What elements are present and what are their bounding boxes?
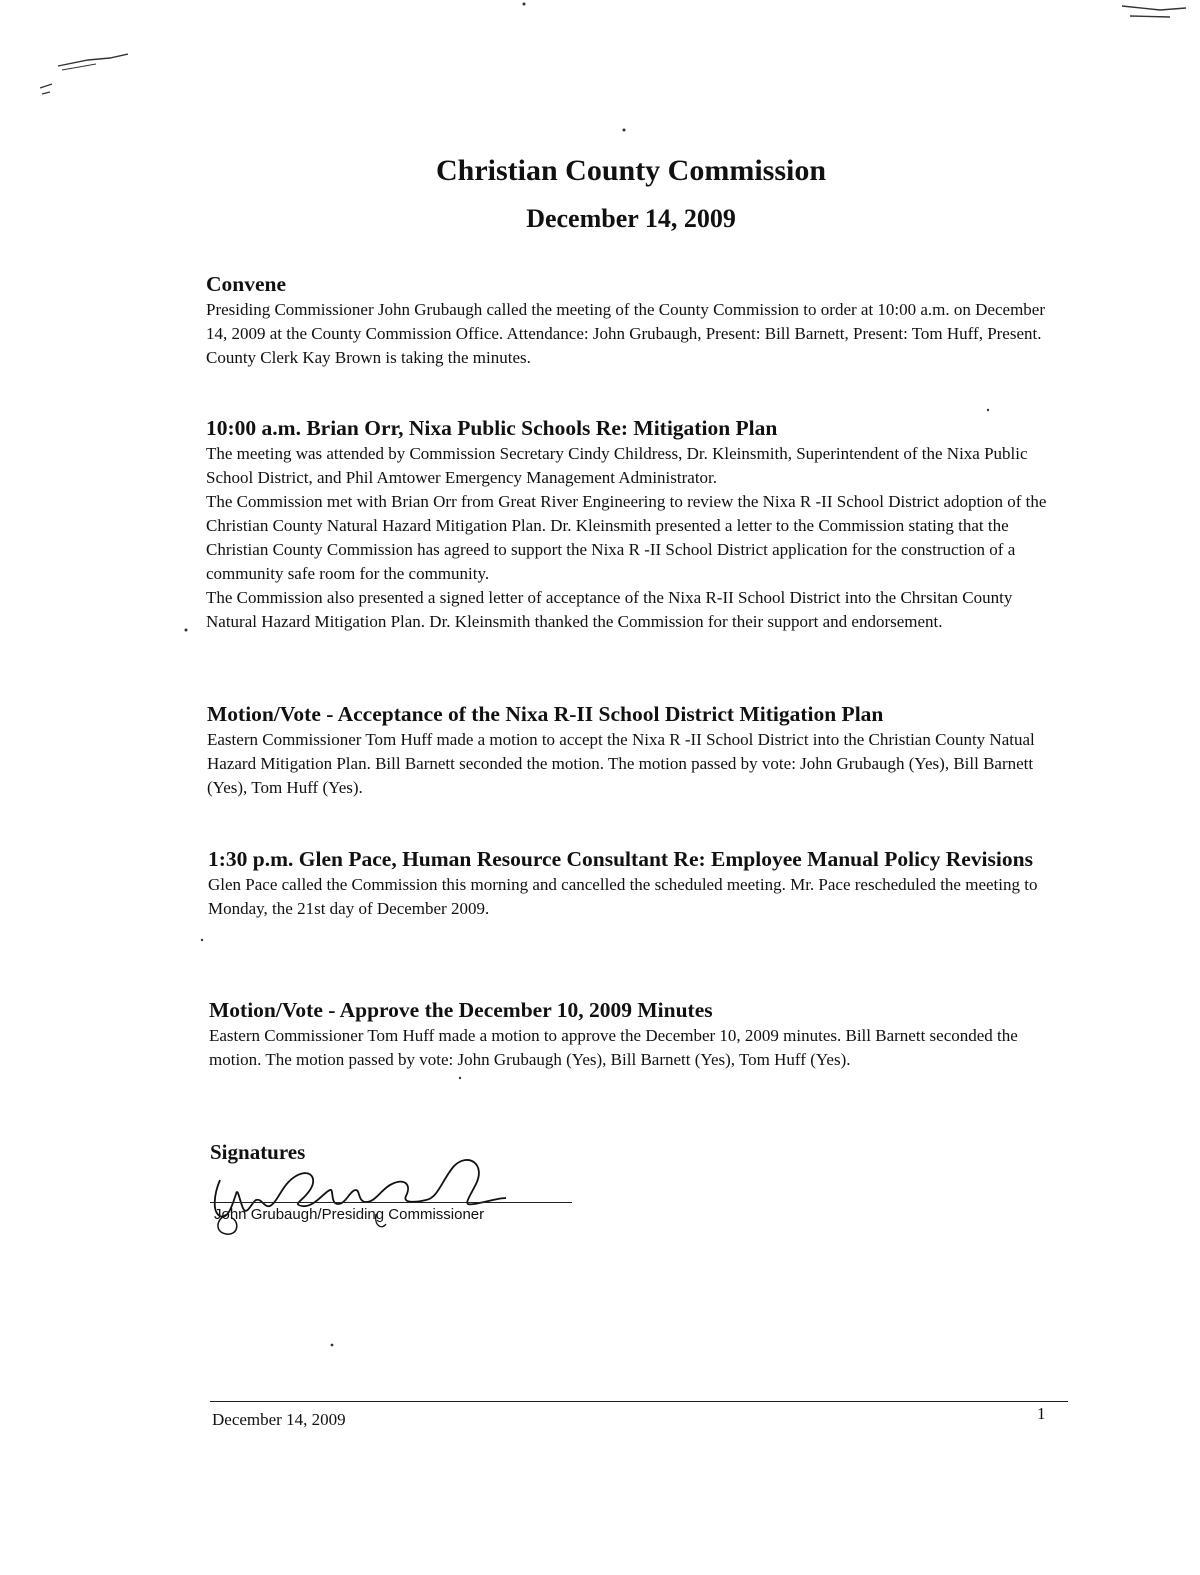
document-date: December 14, 2009 <box>526 204 736 233</box>
section-paragraph: Eastern Commissioner Tom Huff made a motion to approve the December 10, 2009 minutes. Bill Barnett seconded the motion. The motion passed by vote: John Grubaugh (Yes), Bill Barnett (Yes), Tom Huff (Yes). <box>209 1026 1018 1069</box>
section-motion-acceptance <box>207 700 1067 800</box>
section-brian-orr <box>206 414 1066 634</box>
page-number: 1 <box>1037 1404 1046 1423</box>
section-paragraph: Presiding Commissioner John Grubaugh called the meeting of the County Commission to order at 10:00 a.m. on December 14, 2009 at the County Commission Office. Attendance: John Grubaugh, Present: Bill Barnett, Present: Tom Huff, Present. County Clerk Kay Brown is taking the minutes. <box>206 300 1046 367</box>
document-title: Christian County Commission <box>435 154 827 187</box>
section-heading: 10:00 a.m. Brian Orr, Nixa Public Schools Re: Mitigation Plan <box>206 416 778 440</box>
section-heading: Motion/Vote - Approve the December 10, 2009 Minutes <box>209 998 713 1022</box>
section-heading: Convene <box>206 272 287 296</box>
section-paragraph: Glen Pace called the Commission this morning and cancelled the scheduled meeting. Mr. Pace rescheduled the meeting to Monday, the 21st day of December 2009. <box>208 875 1038 918</box>
signer-name: John Grubaugh/Presiding Commissioner <box>214 1206 485 1223</box>
section-paragraph: Eastern Commissioner Tom Huff made a motion to accept the Nixa R -II School District into the Christian County Natual Hazard Mitigation Plan. Bill Barnett seconded the motion. The motion passed by vote: John Grubaugh (Yes), Bill Barnett (Yes), Tom Huff (Yes). <box>207 730 1035 797</box>
section-convene <box>206 270 1066 370</box>
signature-line <box>210 1202 572 1203</box>
section-heading: 1:30 p.m. Glen Pace, Human Resource Consultant Re: Employee Manual Policy Revisions <box>208 847 1033 871</box>
section-glen-pace <box>208 845 1068 921</box>
footer-rule <box>210 1401 1068 1402</box>
footer-date: December 14, 2009 <box>212 1410 346 1429</box>
section-heading: Motion/Vote - Acceptance of the Nixa R-II School District Mitigation Plan <box>207 702 884 726</box>
section-paragraph: The Commission met with Brian Orr from Great River Engineering to review the Nixa R -II School District adoption of the Christian County Natural Hazard Mitigation Plan. Dr. Kleinsmith presented a letter to the Commission stating that the Christian County Commission has agreed to support the Nixa R -II School District application for the construction of a community safe room for the community. <box>206 492 1047 583</box>
section-motion-minutes <box>209 996 1069 1072</box>
signature-block <box>210 1140 590 1240</box>
section-paragraph: The meeting was attended by Commission Secretary Cindy Childress, Dr. Kleinsmith, Superintendent of the Nixa Public School District, and Phil Amtower Emergency Management Administrator. <box>206 444 1028 487</box>
handwritten-signature <box>206 1144 506 1244</box>
signatures-heading: Signatures <box>210 1140 306 1164</box>
section-paragraph: The Commission also presented a signed letter of acceptance of the Nixa R-II School District into the Chrsitan County Natural Hazard Mitigation Plan. Dr. Kleinsmith thanked the Commission for their support and endorsement. <box>206 588 1013 631</box>
